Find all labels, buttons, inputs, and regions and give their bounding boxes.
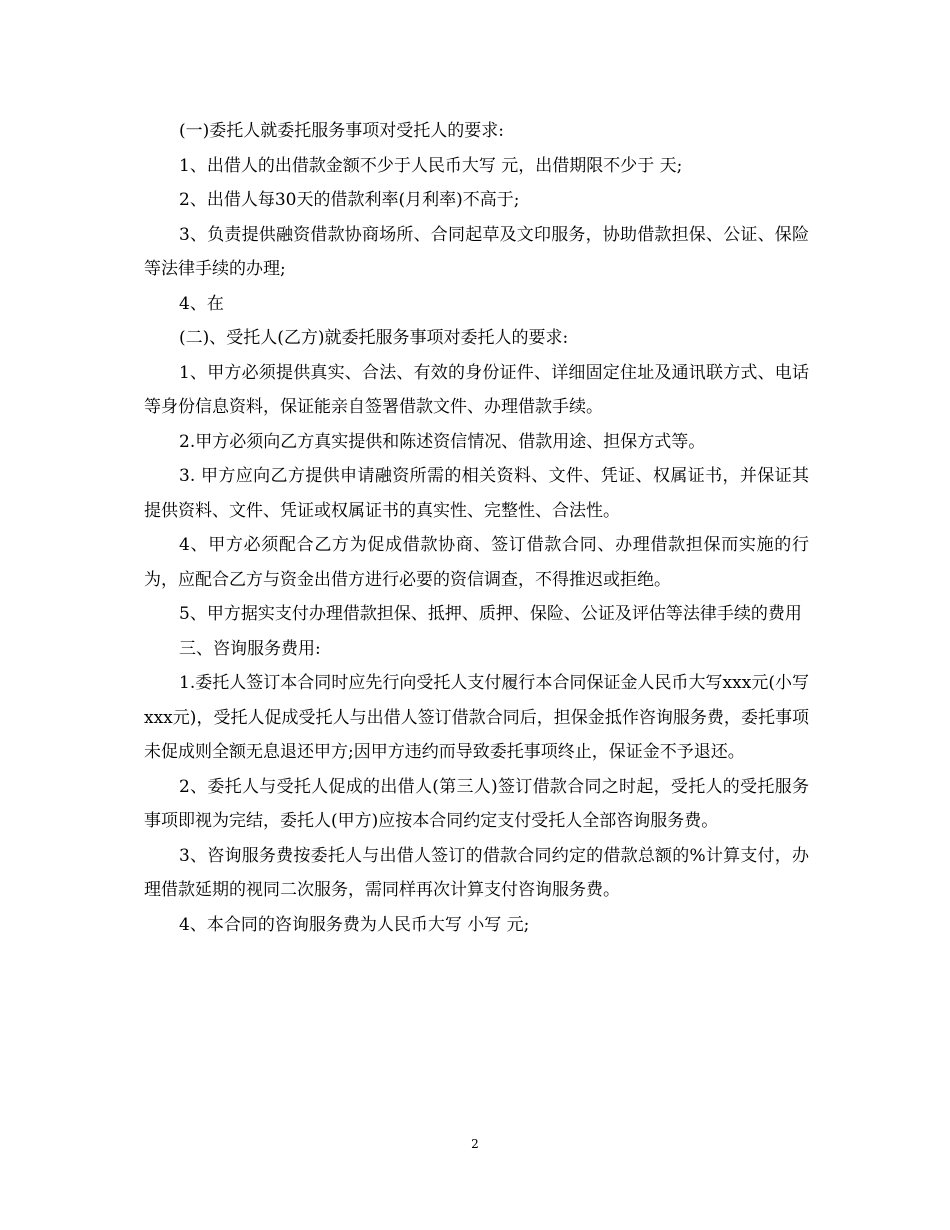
paragraph-legal-fees: 5、甲方据实支付办理借款担保、抵押、质押、保险、公证及评估等法律手续的费用 <box>179 604 802 624</box>
paragraph-trustee-requirements-heading: (二)、受托人(乙方)就委托服务事项对委托人的要求: <box>179 328 569 348</box>
paragraph-fee-amount: 4、本合同的咨询服务费为人民币大写 小写 元; <box>179 914 530 935</box>
paragraph-services-provided: 3、负责提供融资借款协商场所、合同起草及文印服务，协助借款担保、公证、保险等法律手续的办理; <box>144 224 809 279</box>
paragraph-client-requirements-heading: (一)委托人就委托服务事项对受托人的要求: <box>179 121 504 141</box>
page-number: 2 <box>471 1137 479 1151</box>
paragraph-monthly-rate: 2、出借人每30天的借款利率(月利率)不高于; <box>179 190 520 210</box>
paragraph-identity-documents: 1、甲方必须提供真实、合法、有效的身份证件、详细固定住址及通讯联方式、电话等身份信息资料，保证能亲自签署借款文件、办理借款手续。 <box>144 362 809 417</box>
paragraph-fee-calculation: 3、咨询服务费按委托人与出借人签订的借款合同约定的借款总额的%计算支付，办理借款延期的视同二次服务，需同样再次计算支付咨询服务费。 <box>144 845 809 900</box>
paragraph-financing-materials: 3. 甲方应向乙方提供申请融资所需的相关资料、文件、凭证、权属证书，并保证其提供资料、文件、凭证或权属证书的真实性、完整性、合法性。 <box>144 466 809 521</box>
document-body <box>144 114 809 942</box>
paragraph-credit-disclosure: 2.甲方必须向乙方真实提供和陈述资信情况、借款用途、担保方式等。 <box>179 431 706 452</box>
paragraph-item-4: 4、在 <box>179 293 224 314</box>
paragraph-deposit: 1.委托人签订本合同时应先行向受托人支付履行本合同保证金人民币大写xxx元(小写xxx元)，受托人促成受托人与出借人签订借款合同后，担保金抵作咨询服务费，委托事项未促成则全额无息退还甲方;因甲方违约而导致委托事项终止，保证金不予退还。 <box>144 673 809 762</box>
paragraph-cooperation: 4、甲方必须配合乙方为促成借款协商、签订借款合同、办理借款担保而实施的行为，应配合乙方与资金出借方进行必要的资信调查，不得推迟或拒绝。 <box>144 535 809 590</box>
paragraph-service-completion: 2、委托人与受托人促成的出借人(第三人)签订借款合同之时起，受托人的受托服务事项即视为完结，委托人(甲方)应按本合同约定支付受托人全部咨询服务费。 <box>144 776 809 831</box>
section-heading-consulting-fees: 三、咨询服务费用: <box>179 638 321 659</box>
paragraph-loan-amount-term: 1、出借人的出借款金额不少于人民币大写 元，出借期限不少于 天; <box>179 155 683 176</box>
